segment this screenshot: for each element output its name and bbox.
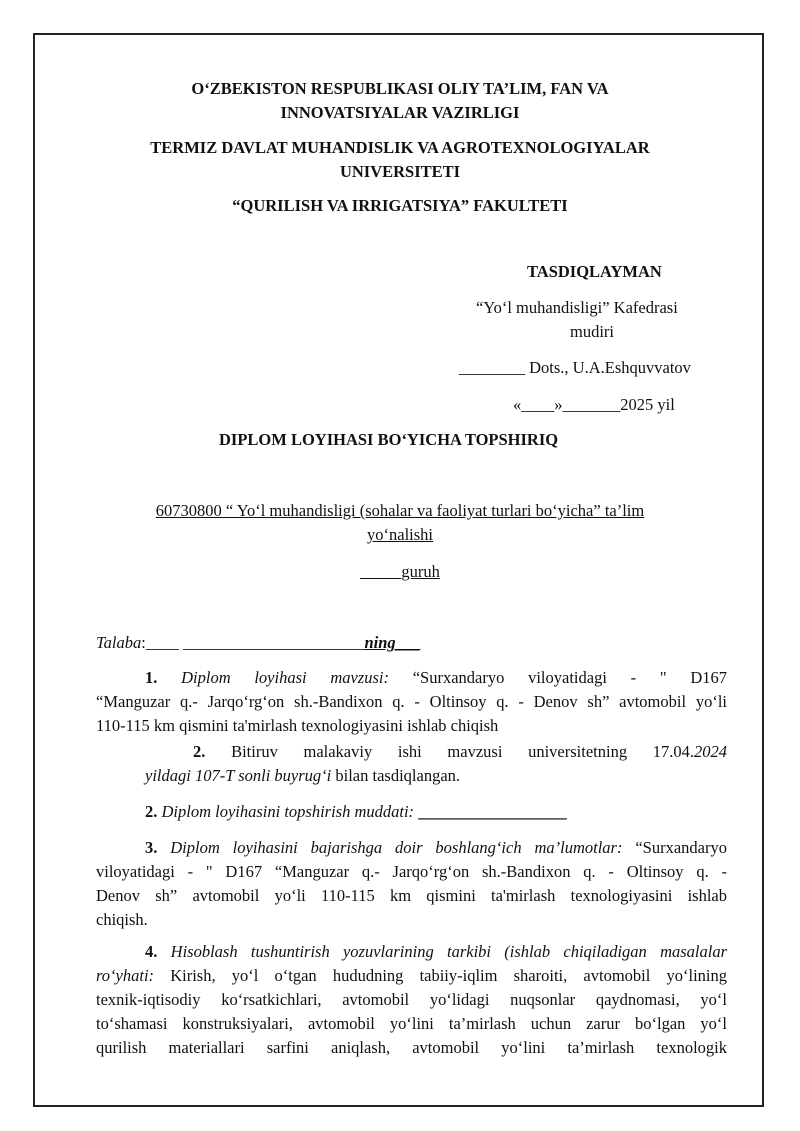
document-title: DIPLOM LOYIHASI BO‘YICHA TOPSHIRIQ [219,430,559,449]
item-1-line-3: 110-115 km qismini ta'mirlash texnologiyasini ishlab chiqish [96,716,499,735]
student-field [96,631,420,655]
item-2-tail: bilan tasdiqlangan. [331,766,461,785]
item-2-line-1 [193,740,727,764]
section-3-label: Diplom loyihasini bajarishga doir boshlang‘ich ma’lumotlar: [157,838,623,857]
approval-title: TASDIQLAYMAN [527,262,662,281]
group-field: _____guruh [360,562,440,581]
section-3-line-3: Denov sh” avtomobil yo‘li 110-115 km qismini ta'mirlash texnologiyasini ishlab [96,886,727,905]
section-4-line-3: texnik-iqtisodiy ko‘rsatkichlari, avtomobil yo‘lidagi nuqsonlar qaydnomasi, yo‘l [96,990,727,1009]
item-1-line-1 [145,666,727,690]
item-1-line-2: “Manguzar q.- Jarqo‘rg‘on sh.-Bandixon q. - Oltinsoy q. - Denov sh” avtomobil yo‘li [96,692,727,711]
section-4-number: 4. [145,942,158,961]
section-3-text: “Surxandaryo [622,838,727,857]
item-2-text-a: Bitiruv malakaviy ishi mavzusi universitetning 17.04. [231,742,694,761]
section-4-line-5: qurilish materiallari sarfini aniqlash, avtomobil yo‘lini ta’mirlash texnologik [96,1038,727,1057]
item-2-text-b: 2024 [694,742,727,761]
ministry-line-1: O‘ZBEKISTON RESPUBLIKASI OLIY TA’LIM, FAN VA [191,79,609,98]
approval-signer: ________ Dots., U.A.Eshquvvatov [459,358,691,377]
section-3-line-2: viloyatidagi - " D167 “Manguzar q.- Jarqo‘rg‘on sh.-Bandixon q. - Oltinsoy q. - [96,862,727,881]
section-4-line-4: to‘shamasi konstruksiyalari, avtomobil yo‘lini ta’mirlash uchun zarur bo‘lgan yo‘l [96,1014,727,1033]
student-suffix: ning___ [364,633,421,652]
item-1-label: Diplom loyihasi mavzusi: [181,668,389,687]
section-4-label: Hisoblash tushuntirish yozuvlarining tarkibi (ishlab chiqiladigan masalalar [157,942,727,961]
university-line-1: TERMIZ DAVLAT MUHANDISLIK VA AGROTEXNOLOGIYALAR [150,138,650,157]
ministry-line-2: INNOVATSIYALAR VAZIRLIGI [280,103,520,122]
item-2-line-2 [145,764,460,788]
section-3-line-4: chiqish. [96,910,148,929]
section-3-number: 3. [145,838,158,857]
section-2-number: 2. [145,802,158,821]
student-blank: :____ ______________________ [141,633,365,652]
section-4-line-1 [145,940,727,964]
item-2-order: yildagi 107-T sonli buyrug‘i [145,766,332,785]
section-3-line-1 [145,836,727,860]
section-4-line-2 [96,964,727,988]
item-1-number: 1. [145,668,158,687]
section-2-label: Diplom loyihasini topshirish muddati: [157,802,415,821]
university-line-2: UNIVERSITETI [339,162,461,181]
approval-dept-line-2: mudiri [570,322,614,341]
student-label: Talaba [96,633,142,652]
specialty-line-1: 60730800 “ Yo‘l muhandisligi (sohalar va faoliyat turlari bo‘yicha” ta’lim [155,501,645,520]
specialty-line-2: yo‘nalishi [367,525,433,544]
section-2-blank: __________________ [414,802,567,821]
section-4-text: Kirish, yo‘l o‘tgan hududning tabiiy-iqlim sharoiti, avtomobil yo‘lining [154,966,727,985]
approval-date: «____»_______2025 yil [513,395,675,414]
section-2-line [145,800,567,824]
item-2-number: 2. [193,742,206,761]
approval-dept-line-1: “Yo‘l muhandisligi” Kafedrasi [476,298,678,317]
faculty-name: “QURILISH VA IRRIGATSIYA” FAKULTETI [232,196,568,215]
item-1-text: “Surxandaryo viloyatidagi - " D167 [388,668,727,687]
section-4-label-cont: ro‘yhati: [96,966,155,985]
